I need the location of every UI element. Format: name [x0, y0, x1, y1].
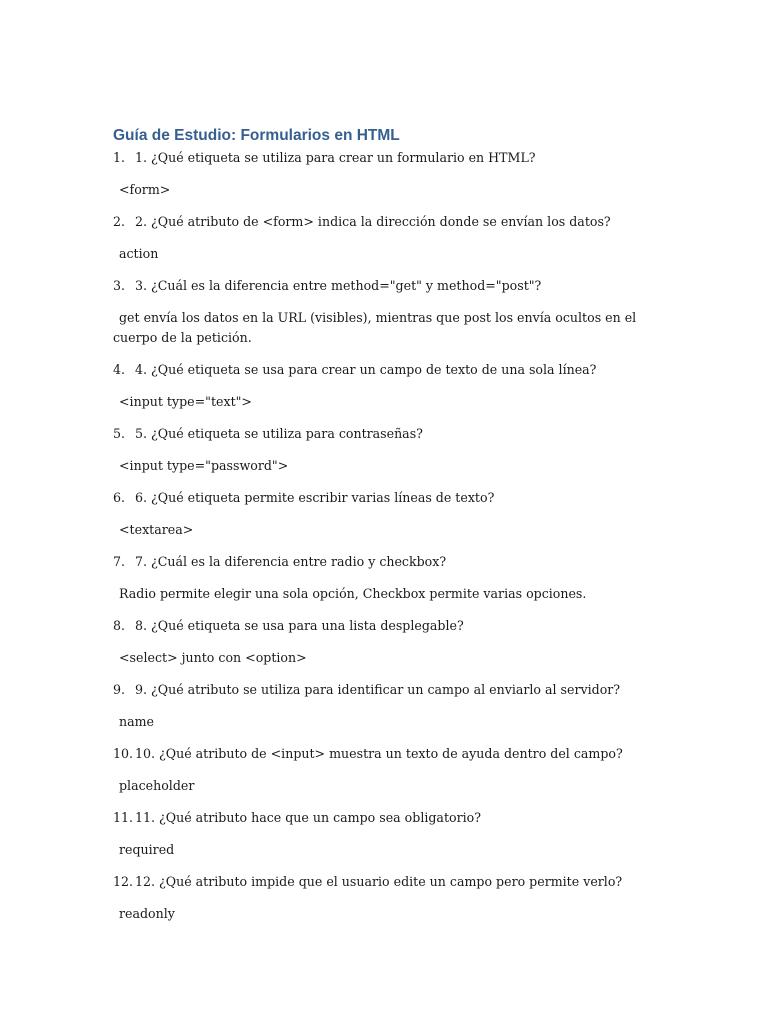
question-item — [113, 744, 658, 764]
question-text: 2. ¿Qué atributo de <form> indica la dirección donde se envían los datos? — [135, 214, 611, 229]
question-item — [113, 276, 658, 296]
question-number: 3. — [113, 278, 126, 293]
question-number: 11. — [113, 810, 134, 825]
question-item — [113, 148, 658, 168]
answer-text: readonly — [119, 906, 175, 921]
question-number: 8. — [113, 618, 126, 633]
answer-text: <input type="text"> — [119, 394, 252, 409]
question-text: 6. ¿Qué etiqueta permite escribir varias líneas de texto? — [135, 490, 495, 505]
question-text: 1. ¿Qué etiqueta se utiliza para crear un formulario en HTML? — [135, 150, 536, 165]
question-number: 10. — [113, 746, 134, 761]
question-text: 11. ¿Qué atributo hace que un campo sea obligatorio? — [135, 810, 481, 825]
document-content — [113, 124, 658, 936]
document-title: Guía de Estudio: Formularios en HTML — [113, 127, 400, 144]
question-item — [113, 680, 658, 700]
question-item — [113, 212, 658, 232]
question-number: 2. — [113, 214, 126, 229]
answer-text: <select> junto con <option> — [119, 650, 307, 665]
answer-text: placeholder — [119, 778, 195, 793]
qa-list — [113, 148, 658, 924]
question-number: 1. — [113, 150, 126, 165]
question-text: 9. ¿Qué atributo se utiliza para identificar un campo al enviarlo al servidor? — [135, 682, 621, 697]
answer-text: <input type="password"> — [119, 458, 289, 473]
answer-text: Radio permite elegir una sola opción, Checkbox permite varias opciones. — [119, 586, 587, 601]
question-item — [113, 488, 658, 508]
question-text: 7. ¿Cuál es la diferencia entre radio y checkbox? — [135, 554, 447, 569]
question-text: 10. ¿Qué atributo de <input> muestra un texto de ayuda dentro del campo? — [135, 746, 623, 761]
question-item — [113, 872, 658, 892]
question-text: 12. ¿Qué atributo impide que el usuario edite un campo pero permite verlo? — [135, 874, 623, 889]
answer-text: <textarea> — [119, 522, 194, 537]
question-number: 4. — [113, 362, 126, 377]
question-item — [113, 616, 658, 636]
question-text: 3. ¿Cuál es la diferencia entre method="get" y method="post"? — [135, 278, 542, 293]
question-text: 5. ¿Qué etiqueta se utiliza para contraseñas? — [135, 426, 423, 441]
answer-text: <form> — [119, 182, 171, 197]
answer-text: name — [119, 714, 155, 729]
answer-text: required — [119, 842, 175, 857]
question-item — [113, 552, 658, 572]
question-number: 12. — [113, 874, 134, 889]
question-number: 5. — [113, 426, 126, 441]
answer-text: get envía los datos en la URL (visibles), mientras que post los envía ocultos en el cuerpo de la petición. — [113, 310, 637, 345]
question-item — [113, 808, 658, 828]
question-number: 7. — [113, 554, 126, 569]
question-text: 8. ¿Qué etiqueta se usa para una lista desplegable? — [135, 618, 464, 633]
answer-text: action — [119, 246, 159, 261]
question-number: 9. — [113, 682, 126, 697]
question-text: 4. ¿Qué etiqueta se usa para crear un campo de texto de una sola línea? — [135, 362, 597, 377]
question-number: 6. — [113, 490, 126, 505]
question-item — [113, 360, 658, 380]
question-item — [113, 424, 658, 444]
